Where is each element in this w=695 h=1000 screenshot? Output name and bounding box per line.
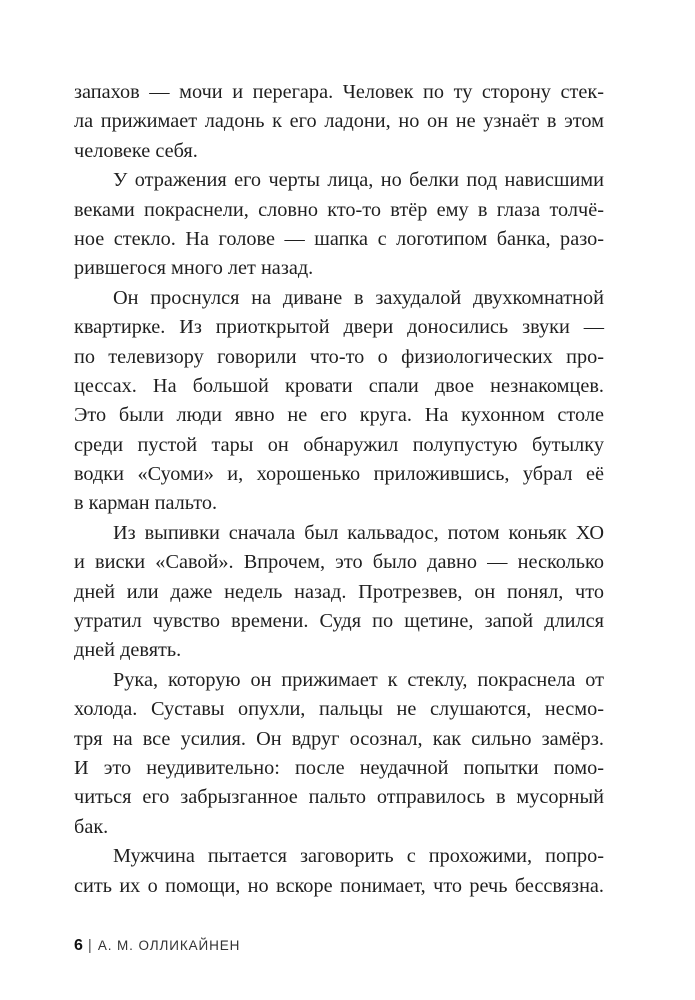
text-line: Рука, которую он прижимает к стеклу, покраснела от <box>113 668 604 691</box>
paragraph <box>74 666 604 842</box>
text-line: в карман пальто. <box>74 492 218 515</box>
text-line: рившегося много лет назад. <box>74 257 314 280</box>
text-line: Из выпивки сначала был кальвадос, потом коньяк ХО <box>113 521 604 544</box>
text-line: ла прижимает ладонь к его ладони, но он не узнаёт в этом <box>74 110 604 133</box>
text-line: ное стекло. На голове — шапка с логотипом банка, разо- <box>74 227 604 250</box>
text-line: Он проснулся на диване в захудалой двухкомнатной <box>113 286 604 309</box>
paragraph <box>74 519 604 666</box>
text-line: запахов — мочи и перегара. Человек по ту сторону стек- <box>74 81 604 103</box>
running-head-author: А. М. ОЛЛИКАЙНЕН <box>97 938 241 953</box>
text-line: Это были люди явно не его круга. На кухонном столе <box>74 404 604 427</box>
text-line: холода. Суставы опухли, пальцы не слушаются, несмо- <box>74 698 604 721</box>
text-line: водки «Суоми» и, хорошенько приложившись, убрал её <box>74 463 604 486</box>
footer-separator: | <box>87 937 92 954</box>
text-line: читься его забрызганное пальто отправилось в мусорный <box>74 786 604 809</box>
text-line: веками покраснели, словно кто-то втёр ему в глаза толчё- <box>74 198 604 221</box>
text-line: и виски «Савой». Впрочем, это было давно — несколько <box>74 551 604 574</box>
text-line: цессах. На большой кровати спали двое незнакомцев. <box>74 374 604 397</box>
text-line: дней девять. <box>74 639 182 662</box>
text-line: дней или даже недель назад. Протрезвев, он понял, что <box>74 580 604 603</box>
text-line: человеке себя. <box>74 139 198 162</box>
text-line: бак. <box>74 815 109 838</box>
text-line: утратил чувство времени. Судя по щетине, запой длился <box>74 610 604 633</box>
body-text <box>74 78 604 901</box>
text-line: сить их о помощи, но вскоре понимает, что речь бессвязна. <box>74 874 604 897</box>
paragraph <box>74 842 604 901</box>
page-number: 6 <box>74 937 83 954</box>
text-line: тря на все усилия. Он вдруг осознал, как сильно замёрз. <box>74 727 604 750</box>
text-line: И это неудивительно: после неудачной попытки помо- <box>74 756 604 779</box>
text-line: Мужчина пытается заговорить с прохожими, попро- <box>113 845 604 868</box>
paragraph <box>74 284 604 519</box>
text-line: квартирке. Из приоткрытой двери доносились звуки — <box>74 316 604 339</box>
text-line: У отражения его черты лица, но белки под нависшими <box>113 169 604 192</box>
text-line: среди пустой тары он обнаружил полупустую бутылку <box>74 433 604 456</box>
text-line: по телевизору говорили что-то о физиологических про- <box>74 345 604 368</box>
paragraph <box>74 78 604 166</box>
page-footer <box>74 934 240 958</box>
paragraph <box>74 166 604 284</box>
